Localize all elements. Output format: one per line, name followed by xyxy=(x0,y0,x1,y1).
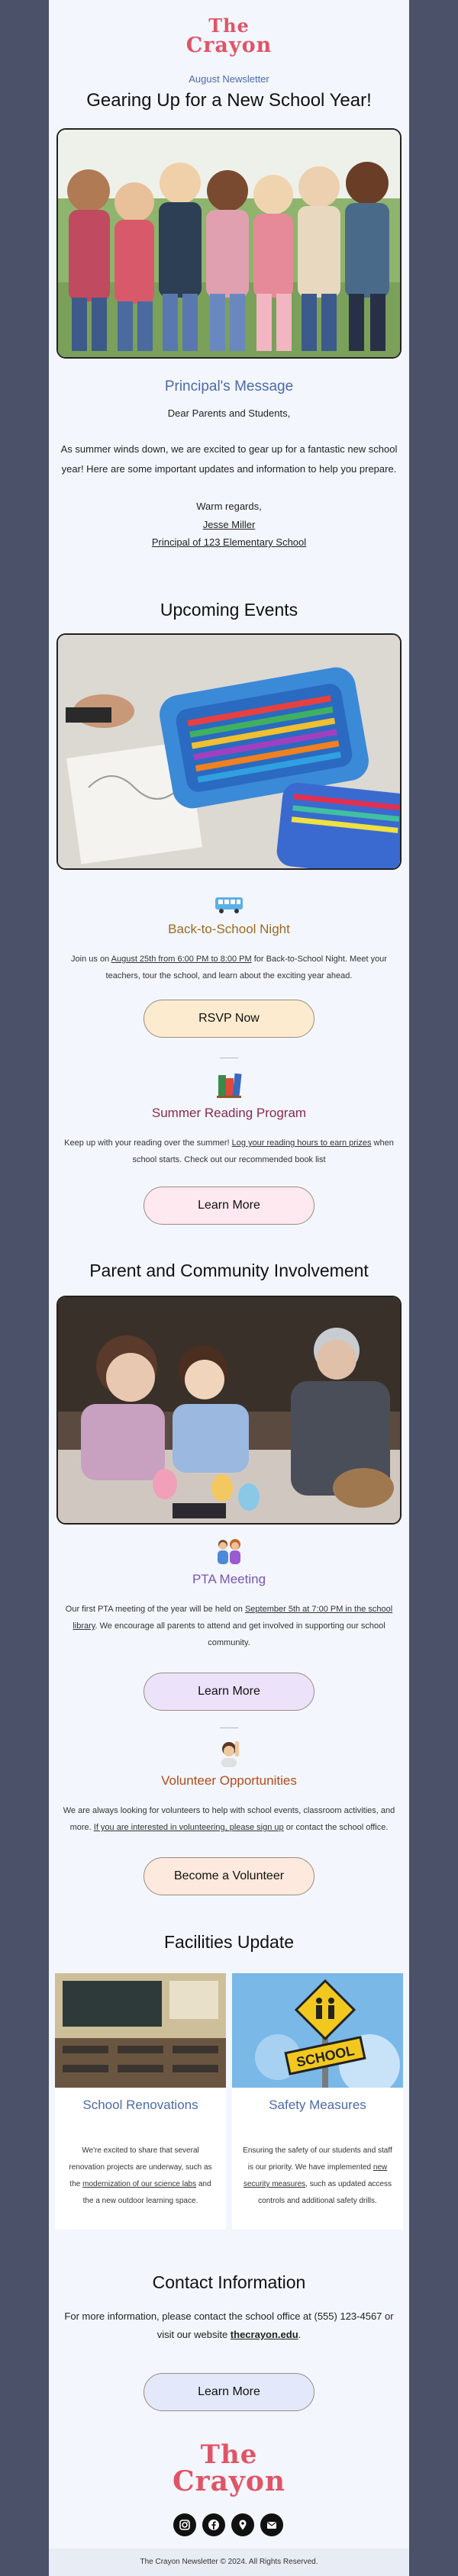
principal-name-link[interactable]: Jesse Miller xyxy=(202,519,256,530)
back-to-school-date-link[interactable]: August 25th from 6:00 PM to 8:00 PM xyxy=(111,955,252,964)
location-pin-icon[interactable] xyxy=(231,2513,254,2536)
social-icons xyxy=(173,2513,285,2536)
pta-date-link[interactable]: September 5th at 7:00 PM in the school library xyxy=(73,1605,393,1631)
rsvp-button[interactable]: RSVP Now xyxy=(144,1000,314,1038)
principal-greeting: Dear Parents and Students, xyxy=(167,407,291,419)
page-title: Gearing Up for a New School Year! xyxy=(86,90,372,111)
instagram-icon[interactable] xyxy=(173,2513,196,2536)
facilities-cards xyxy=(49,1973,409,2230)
volunteer-title: Volunteer Opportunities xyxy=(161,1773,297,1788)
events-crayons-photo xyxy=(56,633,402,870)
footer xyxy=(49,2434,409,2576)
renovations-text: We're excited to share that several renovation projects are underway, such as the modernization of our science labs and the a new outdoor learning space. xyxy=(69,2146,212,2205)
principal-closing: Warm regards, xyxy=(196,501,262,512)
family-icon xyxy=(214,1537,244,1567)
principal-heading: Principal's Message xyxy=(164,378,294,394)
pta-learn-more-button[interactable]: Learn More xyxy=(144,1673,314,1711)
principal-body: As summer winds down, we are excited to gear up for a fantastic new school year! Here are some important updates and information to help you prepare. xyxy=(60,443,398,475)
community-family-photo xyxy=(56,1296,402,1525)
safety-text: Ensuring the safety of our students and staff is our priority. We have implemented new security measures, such as updated access controls and additional safety drills. xyxy=(243,2146,392,2205)
contact-text: For more information, please contact the school office at (555) 123-4567 or visit our website thecrayon.edu. xyxy=(64,2310,394,2340)
summer-reading-title: Summer Reading Program xyxy=(151,1106,307,1120)
reading-hours-link[interactable]: Log your reading hours to earn prizes xyxy=(231,1138,372,1148)
principal-role-link[interactable]: Principal of 123 Elementary School xyxy=(151,536,307,548)
footer-logo-line-1: The xyxy=(200,2439,258,2470)
principal-section xyxy=(49,366,409,572)
security-measures-link[interactable]: new security measures xyxy=(244,2163,388,2188)
pta-text: Our first PTA meeting of the year will be held on September 5th at 7:00 PM in the school library. We encourage all parents to attend and get involved in supporting our school community. xyxy=(65,1605,393,1647)
summer-reading-text: Keep up with your reading over the summer! Log your reading hours to earn prizes when school starts. Check out our recommended book list xyxy=(64,1138,394,1164)
become-volunteer-button[interactable]: Become a Volunteer xyxy=(144,1857,314,1895)
pta-block xyxy=(49,1534,409,1702)
footer-logo-line-2: Crayon xyxy=(172,2465,286,2497)
renovations-title: School Renovations xyxy=(82,2098,198,2112)
events-heading: Upcoming Events xyxy=(160,600,298,620)
family-painting-illustration xyxy=(58,1297,402,1525)
volunteer-signup-link[interactable]: If you are interested in volunteering, please sign up xyxy=(93,1823,284,1832)
science-labs-link[interactable]: modernization of our science labs xyxy=(82,2180,197,2188)
volunteer-text: We are always looking for volunteers to help with school events, classroom activities, and more. If you are interested in volunteering, please sign up or contact the school office. xyxy=(63,1806,395,1832)
back-to-school-text: Join us on August 25th from 6:00 PM to 8:00 PM for Back-to-School Night. Meet your teachers, tour the school, and learn about the exciting year ahead. xyxy=(71,955,387,980)
pencil-case-illustration xyxy=(58,635,402,870)
community-heading: Parent and Community Involvement xyxy=(89,1261,369,1280)
newsletter-column xyxy=(49,0,409,2576)
contact-learn-more-button[interactable]: Learn More xyxy=(144,2373,314,2411)
copyright-text: The Crayon Newsletter © 2024. All Rights Reserved. xyxy=(140,2558,318,2566)
kids-group-illustration xyxy=(58,130,402,359)
community-heading-block xyxy=(49,1251,409,1282)
website-link[interactable]: thecrayon.edu xyxy=(230,2329,298,2340)
school-sign-text: SCHOOL xyxy=(295,2043,356,2070)
back-to-school-block xyxy=(49,885,409,1053)
volunteer-block xyxy=(49,1735,409,1911)
contact-section xyxy=(49,2259,409,2411)
renovations-card xyxy=(55,1973,226,2230)
school-sign-photo xyxy=(232,1973,403,2088)
bus-icon xyxy=(214,893,244,916)
email-icon[interactable] xyxy=(260,2513,283,2536)
books-icon xyxy=(214,1071,244,1098)
facilities-heading: Facilities Update xyxy=(163,1932,295,1952)
pta-title: PTA Meeting xyxy=(192,1572,266,1586)
safety-title: Safety Measures xyxy=(269,2098,366,2112)
facebook-icon[interactable] xyxy=(202,2513,225,2536)
contact-heading: Contact Information xyxy=(152,2272,306,2292)
back-to-school-title: Back-to-School Night xyxy=(168,922,290,936)
classroom-photo xyxy=(55,1973,226,2088)
newsletter-label: August Newsletter xyxy=(189,73,269,85)
header xyxy=(49,0,409,119)
logo-line-2: Crayon xyxy=(185,34,273,57)
person-raising-hand-icon xyxy=(214,1738,244,1769)
hero-kids-photo xyxy=(56,128,402,359)
safety-card xyxy=(232,1973,403,2230)
summer-reading-block xyxy=(49,1064,409,1236)
logo-line-1: The xyxy=(208,14,250,37)
copyright-bar xyxy=(49,2549,409,2576)
events-heading-block xyxy=(49,588,409,620)
facilities-heading-block xyxy=(49,1926,409,1953)
summer-reading-learn-more-button[interactable]: Learn More xyxy=(144,1187,314,1225)
